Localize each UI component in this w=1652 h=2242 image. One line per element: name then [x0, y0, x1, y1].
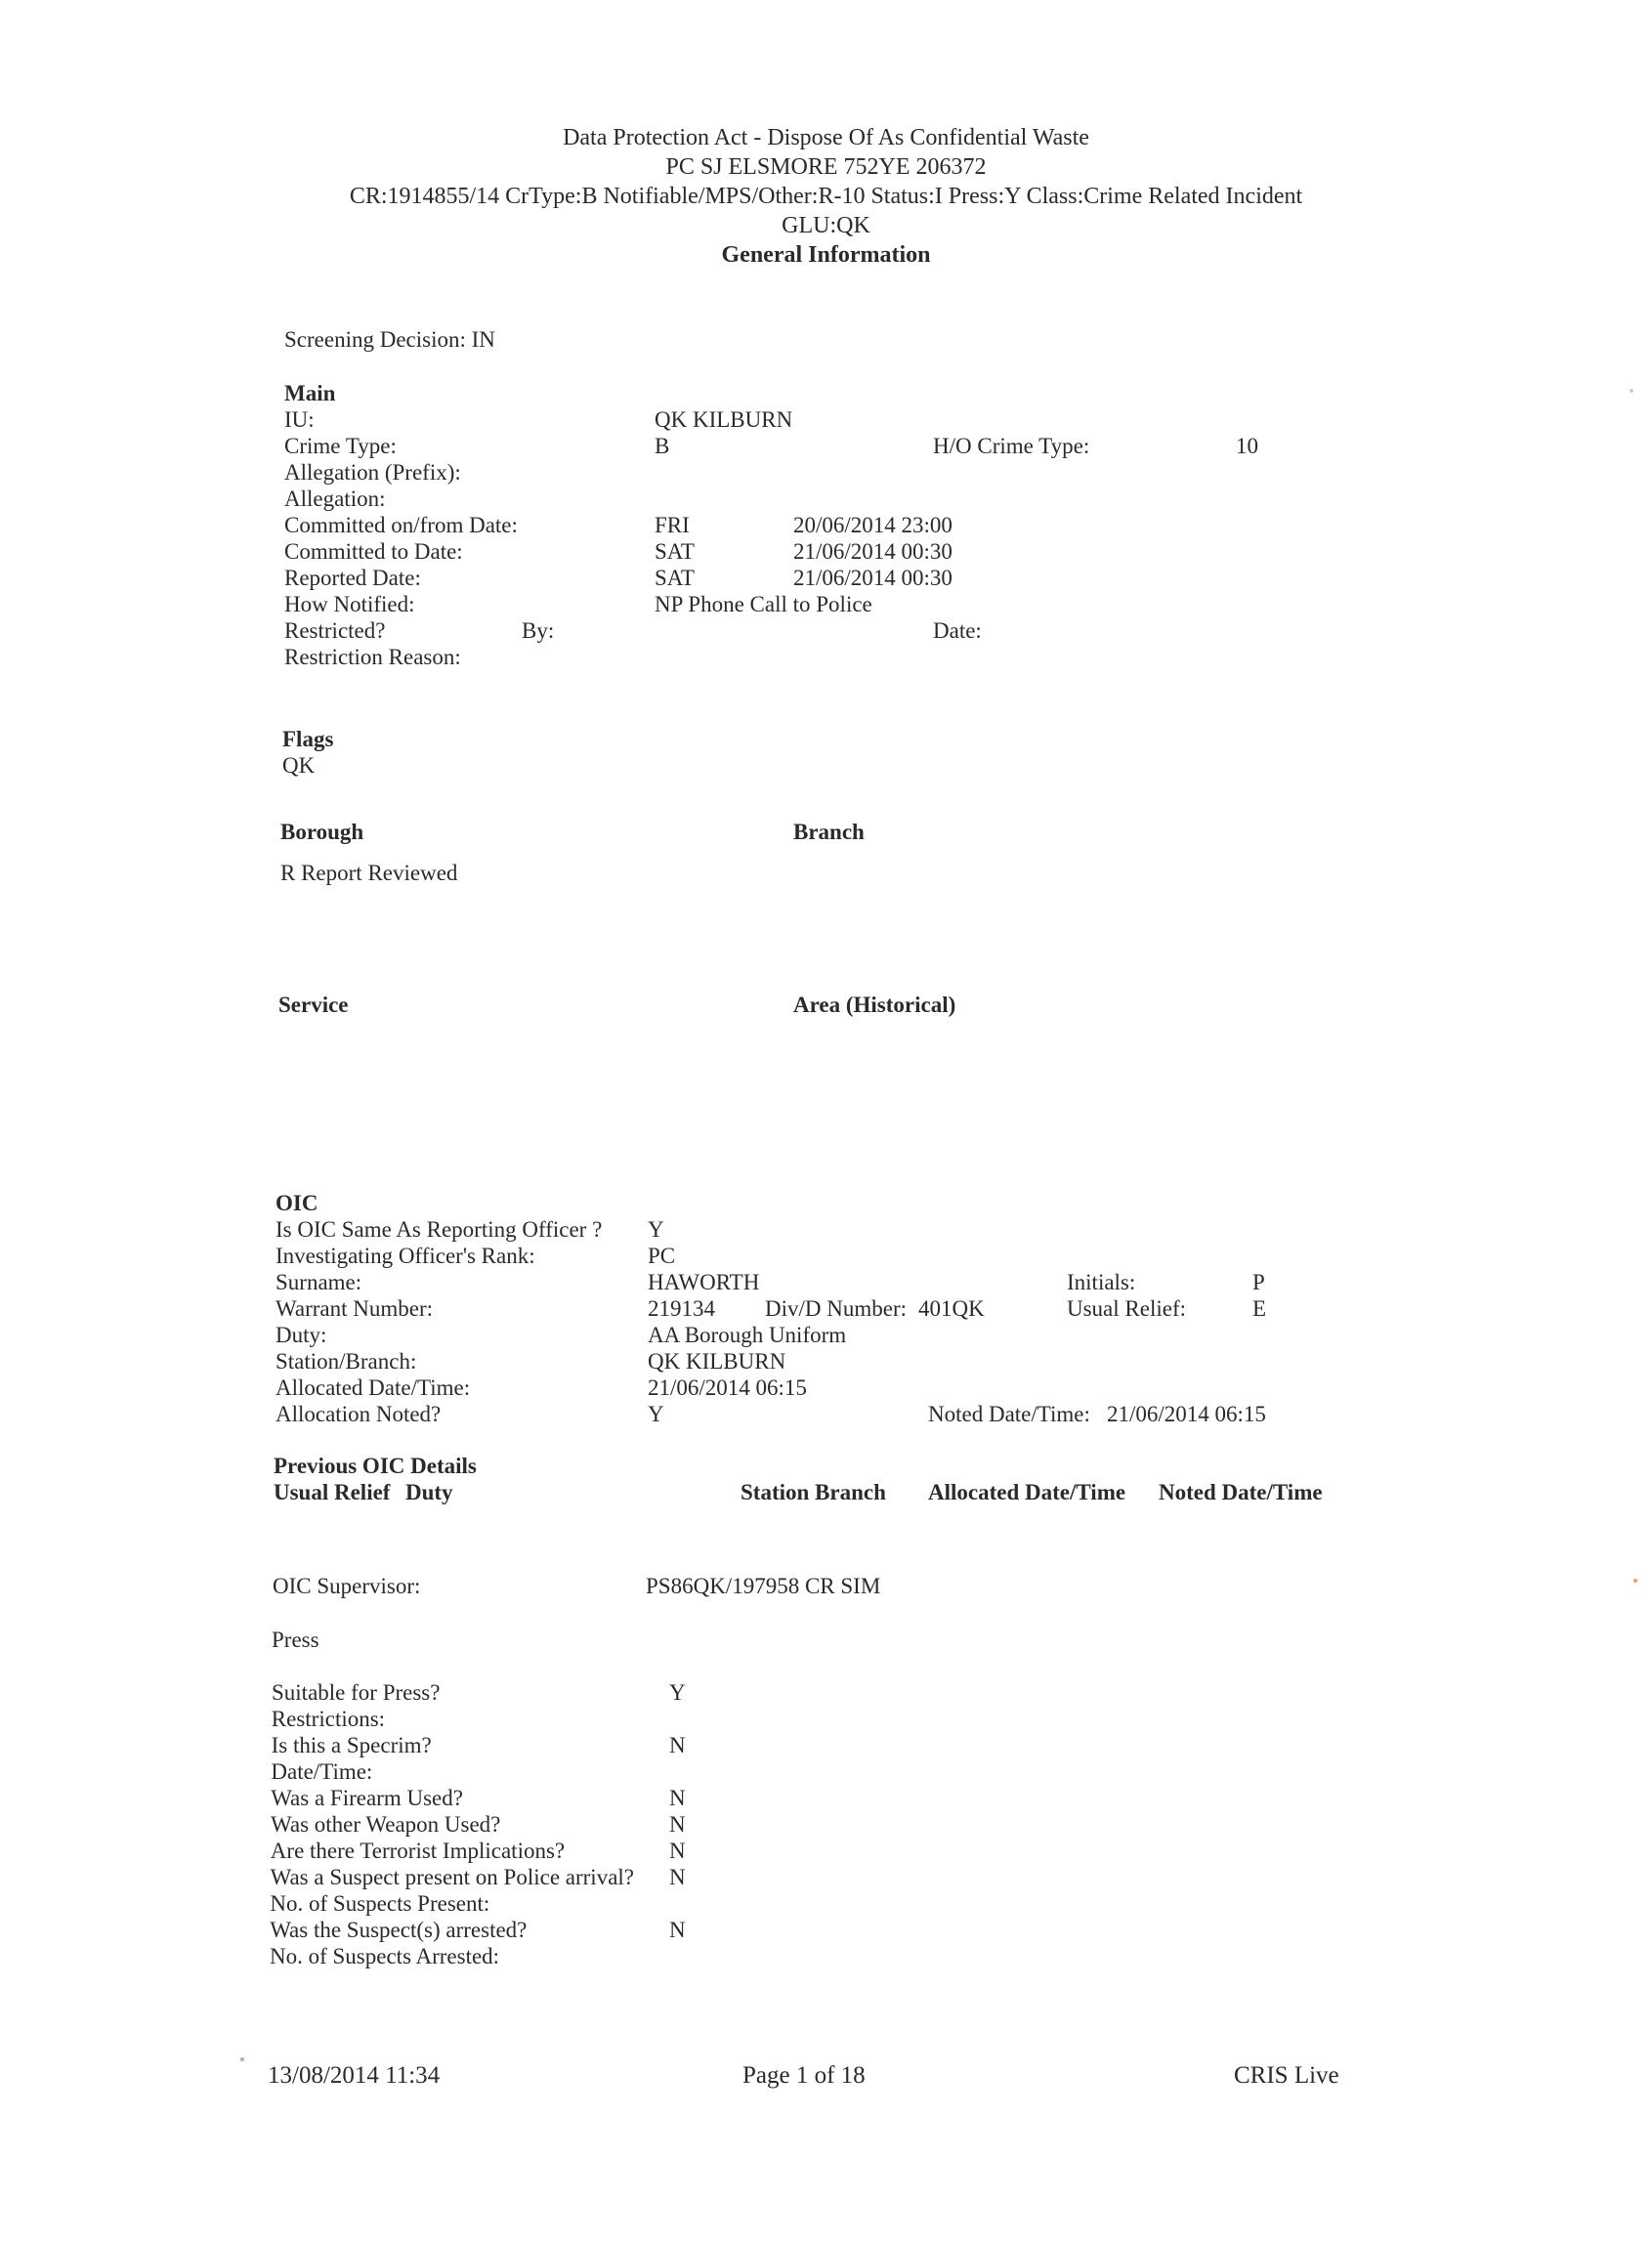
col-noted-datetime: Noted Date/Time	[1159, 1480, 1323, 1504]
committed-to-label: Committed to Date:	[284, 539, 463, 564]
borough-value: R Report Reviewed	[280, 861, 458, 885]
noted-datetime-label: Noted Date/Time:	[928, 1402, 1090, 1426]
iu-value: QK KILBURN	[655, 407, 793, 432]
allocated-label: Allocated Date/Time:	[275, 1375, 471, 1400]
header-line-1: Data Protection Act - Dispose Of As Confidential Waste	[563, 125, 1089, 150]
usual-relief-label: Usual Relief:	[1067, 1296, 1186, 1321]
iu-label: IU:	[284, 407, 315, 432]
allegation-prefix-label: Allegation (Prefix):	[284, 460, 461, 485]
scan-speck	[1633, 1579, 1637, 1583]
noted-datetime-value: 21/06/2014 06:15	[1107, 1402, 1266, 1426]
crime-type-label: Crime Type:	[284, 434, 397, 458]
divd-label: Div/D Number:	[765, 1296, 908, 1321]
flags-value: QK	[282, 753, 316, 778]
main-heading: Main	[284, 381, 336, 405]
press-row-label: Are there Terrorist Implications?	[270, 1839, 566, 1863]
previous-oic-heading: Previous OIC Details	[274, 1454, 477, 1478]
restriction-reason-label: Restriction Reason:	[284, 645, 461, 669]
col-station-branch: Station Branch	[741, 1480, 886, 1504]
press-row-label: No. of Suspects Present:	[270, 1891, 490, 1916]
ho-crime-type-label: H/O Crime Type:	[933, 434, 1090, 458]
area-historical-heading: Area (Historical)	[793, 993, 956, 1017]
col-duty: Duty	[405, 1480, 453, 1504]
press-row-value: N	[669, 1812, 686, 1837]
rank-value: PC	[648, 1244, 676, 1268]
rank-label: Investigating Officer's Rank:	[275, 1244, 535, 1268]
oic-same-value: Y	[648, 1217, 664, 1242]
ho-crime-type-value: 10	[1236, 434, 1258, 458]
divd-value: 401QK	[918, 1296, 985, 1321]
by-label: By:	[522, 618, 555, 643]
document-header	[0, 123, 1652, 270]
allocation-noted-label: Allocation Noted?	[275, 1402, 442, 1426]
committed-from-label: Committed on/from Date:	[284, 513, 518, 537]
oic-same-label: Is OIC Same As Reporting Officer ?	[275, 1217, 603, 1242]
press-row-value: N	[669, 1865, 686, 1889]
scan-speck	[240, 2057, 244, 2061]
committed-to-day: SAT	[655, 539, 695, 564]
restricted-label: Restricted?	[284, 618, 386, 643]
allocated-value: 21/06/2014 06:15	[648, 1375, 807, 1400]
how-notified-value: NP Phone Call to Police	[655, 592, 872, 616]
press-row-value: Y	[669, 1680, 686, 1705]
screening-decision: Screening Decision: IN	[284, 327, 495, 352]
press-row-label: Was a Firearm Used?	[271, 1786, 463, 1810]
station-branch-value: QK KILBURN	[648, 1349, 786, 1374]
reported-date: 21/06/2014 00:30	[793, 566, 953, 590]
committed-to-date: 21/06/2014 00:30	[793, 539, 953, 564]
footer-system: CRIS Live	[1234, 2062, 1339, 2089]
borough-heading: Borough	[280, 820, 364, 844]
duty-value: AA Borough Uniform	[648, 1323, 847, 1347]
warrant-label: Warrant Number:	[275, 1296, 433, 1321]
allocation-noted-value: Y	[648, 1402, 664, 1426]
page-title: General Information	[721, 242, 931, 268]
press-row-value: N	[669, 1918, 686, 1942]
service-heading: Service	[278, 993, 349, 1017]
oic-supervisor-label: OIC Supervisor:	[273, 1574, 421, 1598]
warrant-value: 219134	[648, 1296, 715, 1321]
reported-day: SAT	[655, 566, 695, 590]
footer-datetime: 13/08/2014 11:34	[268, 2062, 441, 2089]
footer-page-number: Page 1 of 18	[742, 2062, 866, 2089]
press-row-value: N	[669, 1733, 686, 1757]
initials-label: Initials:	[1067, 1270, 1136, 1294]
oic-heading: OIC	[275, 1191, 318, 1215]
scan-speck	[1630, 389, 1633, 393]
crime-type-value: B	[655, 434, 670, 458]
how-notified-label: How Notified:	[284, 592, 415, 616]
press-row-label: Was the Suspect(s) arrested?	[270, 1918, 528, 1942]
press-row-value: N	[669, 1839, 686, 1863]
date-label: Date:	[933, 618, 982, 643]
usual-relief-value: E	[1252, 1296, 1267, 1321]
press-row-label: Suitable for Press?	[272, 1680, 441, 1705]
press-heading: Press	[272, 1628, 319, 1652]
surname-label: Surname:	[275, 1270, 362, 1294]
station-branch-label: Station/Branch:	[275, 1349, 417, 1374]
oic-supervisor-value: PS86QK/197958 CR SIM	[646, 1574, 881, 1598]
committed-from-day: FRI	[655, 513, 690, 537]
surname-value: HAWORTH	[648, 1270, 760, 1294]
duty-label: Duty:	[275, 1323, 327, 1347]
flags-heading: Flags	[282, 727, 334, 751]
press-row-label: Was a Suspect present on Police arrival?	[270, 1865, 635, 1889]
press-row-value: N	[669, 1786, 686, 1810]
reported-label: Reported Date:	[284, 566, 421, 590]
allegation-label: Allegation:	[284, 486, 386, 511]
header-line-4: GLU:QK	[782, 213, 870, 238]
branch-heading: Branch	[793, 820, 865, 844]
press-row-label: Was other Weapon Used?	[271, 1812, 501, 1837]
col-usual-relief: Usual Relief	[274, 1480, 391, 1504]
press-row-label: Is this a Specrim?	[271, 1733, 432, 1757]
press-row-label: No. of Suspects Arrested:	[270, 1944, 500, 1968]
header-line-3: CR:1914855/14 CrType:B Notifiable/MPS/Other:R-10 Status:I Press:Y Class:Crime Related Incident	[349, 184, 1303, 209]
press-row-label: Date/Time:	[271, 1759, 373, 1784]
header-line-2: PC SJ ELSMORE 752YE 206372	[665, 154, 987, 180]
initials-value: P	[1252, 1270, 1265, 1294]
col-allocated-datetime: Allocated Date/Time	[928, 1480, 1126, 1504]
press-row-label: Restrictions:	[271, 1707, 386, 1731]
committed-from-date: 20/06/2014 23:00	[793, 513, 953, 537]
